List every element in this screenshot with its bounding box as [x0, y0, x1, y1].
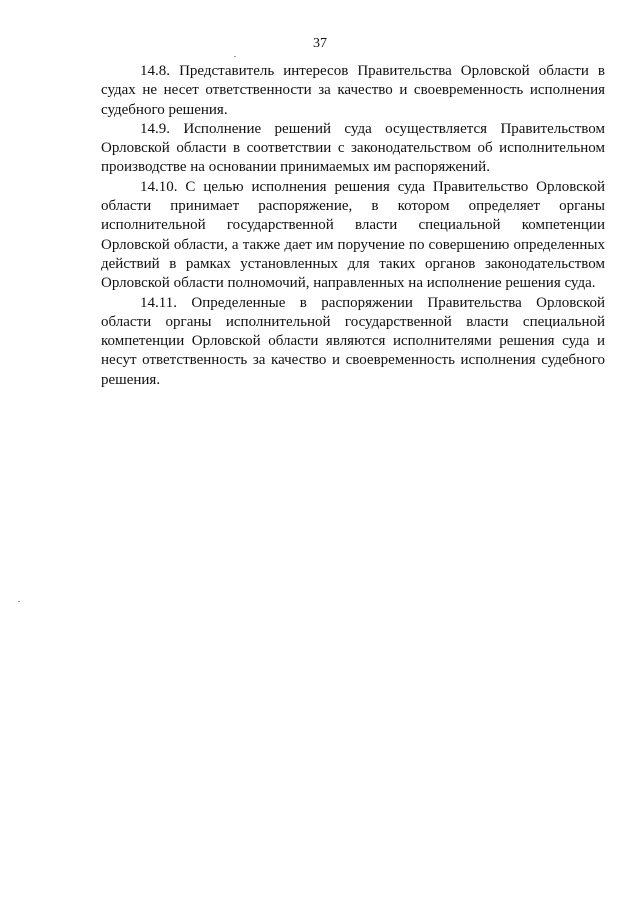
paragraph-14-9: 14.9. Исполнение решений суда осуществляется Правительством Орловской области в соответствии с законодательством об исполнительном производстве на основании принимаемых им распоряжений.	[101, 120, 605, 176]
page-number: 37	[313, 36, 327, 51]
scan-speck	[18, 601, 20, 602]
document-body	[101, 62, 605, 390]
paragraph-14-11: 14.11. Определенные в распоряжении Правительства Орловской области органы исполнительной государственной власти специальной компетенции Орловской области являются исполнителями решения суда и несут ответственность за качество и своевременность исполнения судебного решения.	[101, 294, 605, 388]
paragraph-14-10: 14.10. С целью исполнения решения суда Правительство Орловской области принимает распоряжение, в котором определяет органы исполнительной государственной власти специальной компетенции Орловской области, а также дает им поручение по совершению определенных действий в рамках установленных для таких органов законодательством Орловской области полномочий, направленных на исполнение решения суда.	[101, 178, 605, 292]
paragraph-14-8: 14.8. Представитель интересов Правительства Орловской области в судах не несет ответственности за качество и своевременность исполнения судебного решения.	[101, 63, 605, 118]
scan-speck	[234, 56, 236, 57]
